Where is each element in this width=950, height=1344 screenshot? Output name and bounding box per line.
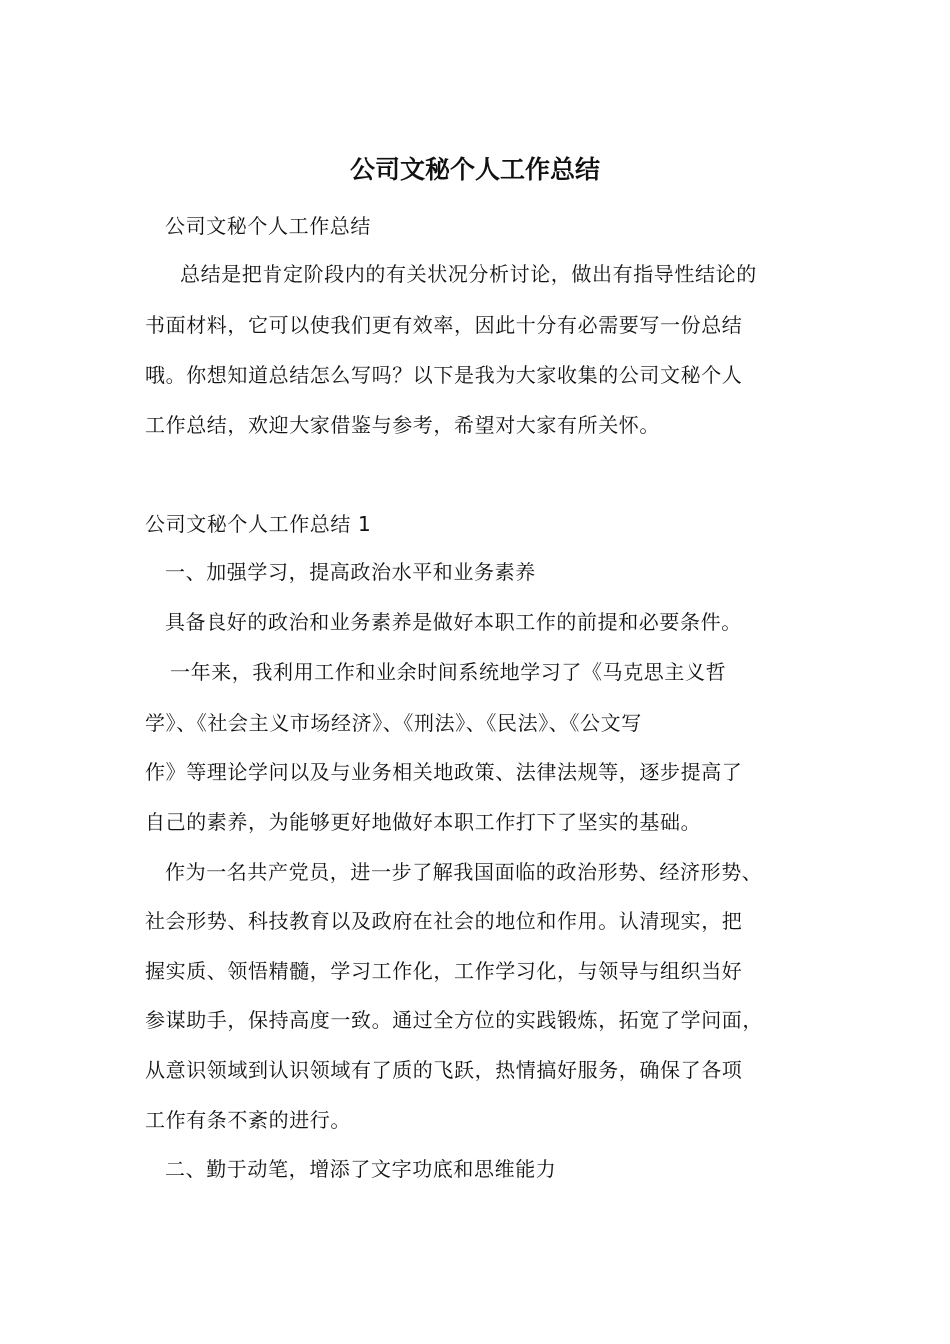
section-heading: 公司文秘个人工作总结 1 (145, 512, 372, 536)
paragraph-line: 社会形势、科技教育以及政府在社会的地位和作用。认清现实，把 (145, 909, 743, 933)
subtitle-line: 公司文秘个人工作总结 (165, 214, 371, 238)
paragraph-line: 作》等理论学问以及与业务相关地政策、法律法规等，逐步提高了 (145, 760, 743, 784)
paragraph-line: 从意识领域到认识领域有了质的飞跃，热情搞好服务，确保了各项 (145, 1058, 743, 1082)
paragraph-line: 一年来，我利用工作和业余时间系统地学习了《马克思主义哲 (170, 660, 727, 684)
paragraph-line: 参谋助手，保持高度一致。通过全方位的实践锻炼，拓宽了学问面， (145, 1008, 763, 1032)
paragraph-line: 具备良好的政治和业务素养是做好本职工作的前提和必要条件。 (165, 610, 742, 634)
paragraph-line: 总结是把肯定阶段内的有关状况分析讨论，做出有指导性结论的 (180, 262, 757, 286)
document-title: 公司文秘个人工作总结 (349, 155, 600, 184)
paragraph-line: 哦。你想知道总结怎么写吗？以下是我为大家收集的公司文秘个人 (145, 363, 743, 387)
paragraph-line: 自己的素养，为能够更好地做好本职工作打下了坚实的基础。 (145, 810, 702, 834)
paragraph-line: 工作有条不紊的进行。 (145, 1108, 351, 1132)
paragraph-line: 学》、《社会主义市场经济》、《刑法》、《民法》、《公文写 (145, 711, 642, 735)
paragraph-line: 作为一名共产党员，进一步了解我国面临的政治形势、经济形势、 (165, 860, 763, 884)
paragraph-line: 工作总结，欢迎大家借鉴与参考，希望对大家有所关怀。 (145, 413, 660, 437)
subsection-heading: 一、加强学习，提高政治水平和业务素养 (165, 560, 536, 584)
subsection-heading: 二、勤于动笔，增添了文字功底和思维能力 (165, 1157, 557, 1181)
paragraph-line: 握实质、领悟精髓，学习工作化，工作学习化，与领导与组织当好 (145, 959, 743, 983)
paragraph-line: 书面材料，它可以使我们更有效率，因此十分有必需要写一份总结 (145, 313, 743, 337)
